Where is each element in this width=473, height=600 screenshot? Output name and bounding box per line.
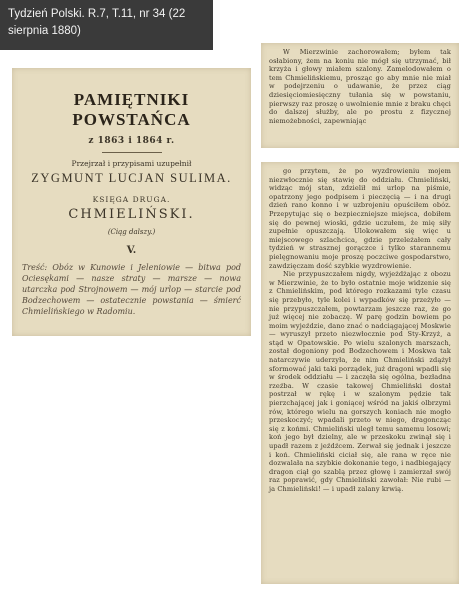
title-divider [102,152,162,153]
memoir-title: PAMIĘTNIKI POWSTAŃCA [72,90,191,129]
paragraph: go przytem, że po wyzdrowieniu mojem niezwłocznie się stawię do oddziału. Chmieliński, widząc mój stan, zdzielił mi urlop na piśmie, opatrzony jego podpisem i pieczęcią — i na drugi dzień rano konno i w uzbrojeniu opuściłem obóz. Przepytując się o bezpieczniejsze miejsca, dobiłem się do pewnej wioski, gdzie uczułem, że mię siły zupełnie opuszczają. Ulokowałem się więc u miejscowego szlachcica, gdzie przeleżałem cały tydzień w strasznej gorączce i tylko starannemu pielęgnowaniu moje proszę poczciwe gospodarstwo, zawdzięczam dość szybkie wyzdrowienie. [269,167,451,270]
continued-note: (Ciąg dalszy.) [107,228,156,236]
chapter-summary: Treść: Obóz w Kunowie i Jeleniowie — bitwa pod Ociesękami — nasze straty — marsze — nowa utarczka pod Strojnowem — mój urlop — starcie pod Bodzechowem — ostatecznie powstania — śmierć Chmielińskiego w Radomiu. [22,263,241,316]
paragraph: Nie przypuszczałem nigdy, wyjeżdżając z obozu w Mierzwinie, że to było ostatnie moje widzenie się z Chmielińskim, pod którego rozkazami tyle czasu się przebyło, tyle kolei i wypadków się przeżyło — nie przypuszczałem, powtarzam jeszcze raz, że go już więcej nie zobaczę. W parę godzin bowiem po moim wyjeździe, dano znać o nadciągającej Moskwie — wyruszył przeto niezwłocznie pod Sty-Krzyż, a stąd w Opatowskie. Po wielu szalonych marszach, został dogoniony pod Bodzechowem i Moskwa tak natarczywie uderzyła, że nim Chmieliński zdążył sformować jaki taki porządek, już dragoni wpadli się w środek oddziału — i zaczęła się ogólna, bezładna rzeźba. W czasie takowej Chmieliński dostał postrzał w rękę i w szalonym pędzie tak pierzchającej jak i goniącej wśród na jakiś olbrzymi rów, którego wielu na gorszych koniach nie mogło przeskoczyć; wpadali przeto w niego, dragoncząc się z końmi. Chmieliński uległ temu samemu losowi; koń jego był dzielny, ale w przeskoku zwinął się i upadł razem z jeźdźcem. Zerwał się jednak i jeszcze i koń. Chmieliński ciciał się, ale rana w ręce nie dozwalała na szybkie dokonanie tego, i nadbiegający dragon ciął go szablą przez głowę i zamierzał swój raz poprawić, gdy Chmieliński zawołał: Nie rubi — ja Chmieliński! — i upadł zalany krwią. [269,270,451,493]
text-column-main [261,162,459,584]
memoir-years: z 1863 i 1864 r. [88,136,175,146]
editor-note: Przejrzał i przypisami uzupełnił [71,159,192,168]
chapter-title: CHMIELIŃSKI. [68,207,195,222]
paragraph: W Mierzwinie zachorowałem; byłem tak osłabiony, żem na koniu nie mógł się utrzymać, bił krzyża i głowy miałem szalony. Zamelodowałem o tem Chmielińskiemu, prosząc go aby mnie nie miał w podejrzeniu o udawanie, że przez ciąg dziesięciomiesięczny tułania się w powstaniu, pierwszy raz proszę o uwolnienie mnie z braku chęci do dalszej służby, ale po prostu z fizycznej niemożebności, zapewniając [269,48,451,125]
book-number: KSIĘGA DRUGA. [92,195,171,204]
author-name: ZYGMUNT LUCJAN SULIMA. [31,171,232,185]
image-caption: Tydzień Polski. R.7, T.11, nr 34 (22 sierpnia 1880) [0,0,213,50]
section-number: V. [126,245,137,256]
title-page-clipping [12,68,251,336]
text-column-top [261,43,459,148]
